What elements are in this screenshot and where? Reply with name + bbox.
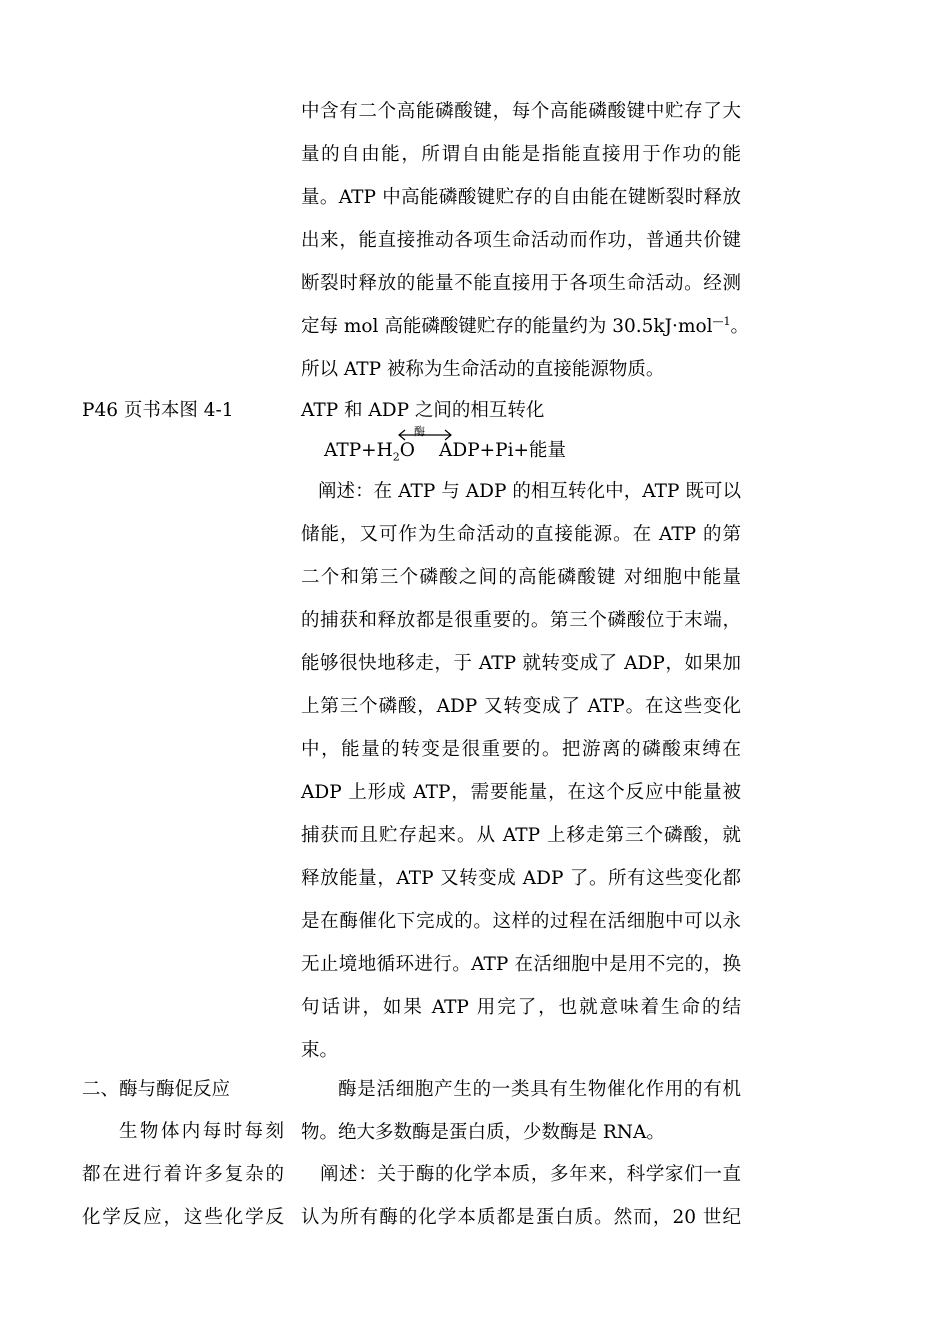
figure-reference: P46 页书本图 4-1 xyxy=(82,400,234,421)
text-line: 阐述：关于酶的化学本质，多年来，科学家们一直 xyxy=(320,1164,741,1185)
text-line: 释放能量，ATP 又转变成 ADP 了。所有这些变化都 xyxy=(301,868,741,889)
equation-right: ADP+Pi+能量 xyxy=(439,440,567,461)
equation-left-tail: O xyxy=(399,440,415,461)
text-line: 的捕获和释放都是很重要的。第三个磷酸位于末端， xyxy=(301,610,741,631)
text-line: 量的自由能，所谓自由能是指能直接用于作功的能 xyxy=(301,144,741,165)
equation-subscript: 2 xyxy=(392,450,400,464)
text-line: 物。绝大多数酶是蛋白质，少数酶是 RNA。 xyxy=(301,1122,665,1143)
text-line: 中含有二个高能磷酸键，每个高能磷酸键中贮存了大 xyxy=(301,101,741,122)
text-line: ADP 上形成 ATP，需要能量，在这个反应中能量被 xyxy=(301,782,741,803)
text-line: 捕获而且贮存起来。从 ATP 上移走第三个磷酸，就 xyxy=(301,825,741,846)
text-line: 二个和第三个磷酸之间的高能磷酸键 对细胞中能量 xyxy=(301,567,741,588)
text-line: 所以 ATP 被称为生命活动的直接能源物质。 xyxy=(301,359,665,380)
section-heading-enzyme: 二、酶与酶促反应 xyxy=(82,1079,231,1100)
text-line: 束。 xyxy=(301,1040,339,1061)
energy-line-text: 定每 mol 高能磷酸键贮存的能量约为 30.5kJ·mol xyxy=(301,316,713,337)
text-line: 能够很快地移走，于 ATP 就转变成了 ADP，如果加 xyxy=(301,653,741,674)
text-line: 断裂时释放的能量不能直接用于各项生命活动。经测 xyxy=(301,273,741,294)
text-line: 是在酶催化下完成的。这样的过程在活细胞中可以永 xyxy=(301,911,741,932)
energy-line-suffix: 。 xyxy=(730,316,750,337)
energy-line xyxy=(301,314,750,340)
text-line: 储能，又可作为生命活动的直接能源。在 ATP 的第 xyxy=(301,524,741,545)
text-line: 中，能量的转变是很重要的。把游离的磷酸束缚在 xyxy=(301,739,741,760)
text-line: 生物体内每时每刻 xyxy=(119,1121,284,1142)
section-heading: ATP 和 ADP 之间的相互转化 xyxy=(301,400,545,421)
text-line: 阐述：在 ATP 与 ADP 的相互转化中，ATP 既可以 xyxy=(318,481,741,502)
text-line: 无止境地循环进行。ATP 在活细胞中是用不完的，换 xyxy=(301,954,741,975)
text-line: 认为所有酶的化学本质都是蛋白质。然而，20 世纪 xyxy=(301,1207,741,1228)
text-line: 出来，能直接推动各项生命活动而作功，普通共价键 xyxy=(301,230,741,251)
text-line: 酶是活细胞产生的一类具有生物催化作用的有机 xyxy=(338,1079,741,1100)
text-line: 化学反应，这些化学反 xyxy=(82,1207,284,1228)
equation-left-text: ATP+H xyxy=(324,440,393,461)
text-line: 都在进行着许多复杂的 xyxy=(82,1164,284,1185)
text-line: 句话讲，如果 ATP 用完了，也就意味着生命的结 xyxy=(301,997,741,1018)
text-line: 量。ATP 中高能磷酸键贮存的自由能在键断裂时释放 xyxy=(301,187,741,208)
energy-line-superscript: —1 xyxy=(712,314,731,328)
enzyme-label: 酶 xyxy=(414,425,425,438)
text-line: 上第三个磷酸，ADP 又转变成了 ATP。在这些变化 xyxy=(301,696,741,717)
